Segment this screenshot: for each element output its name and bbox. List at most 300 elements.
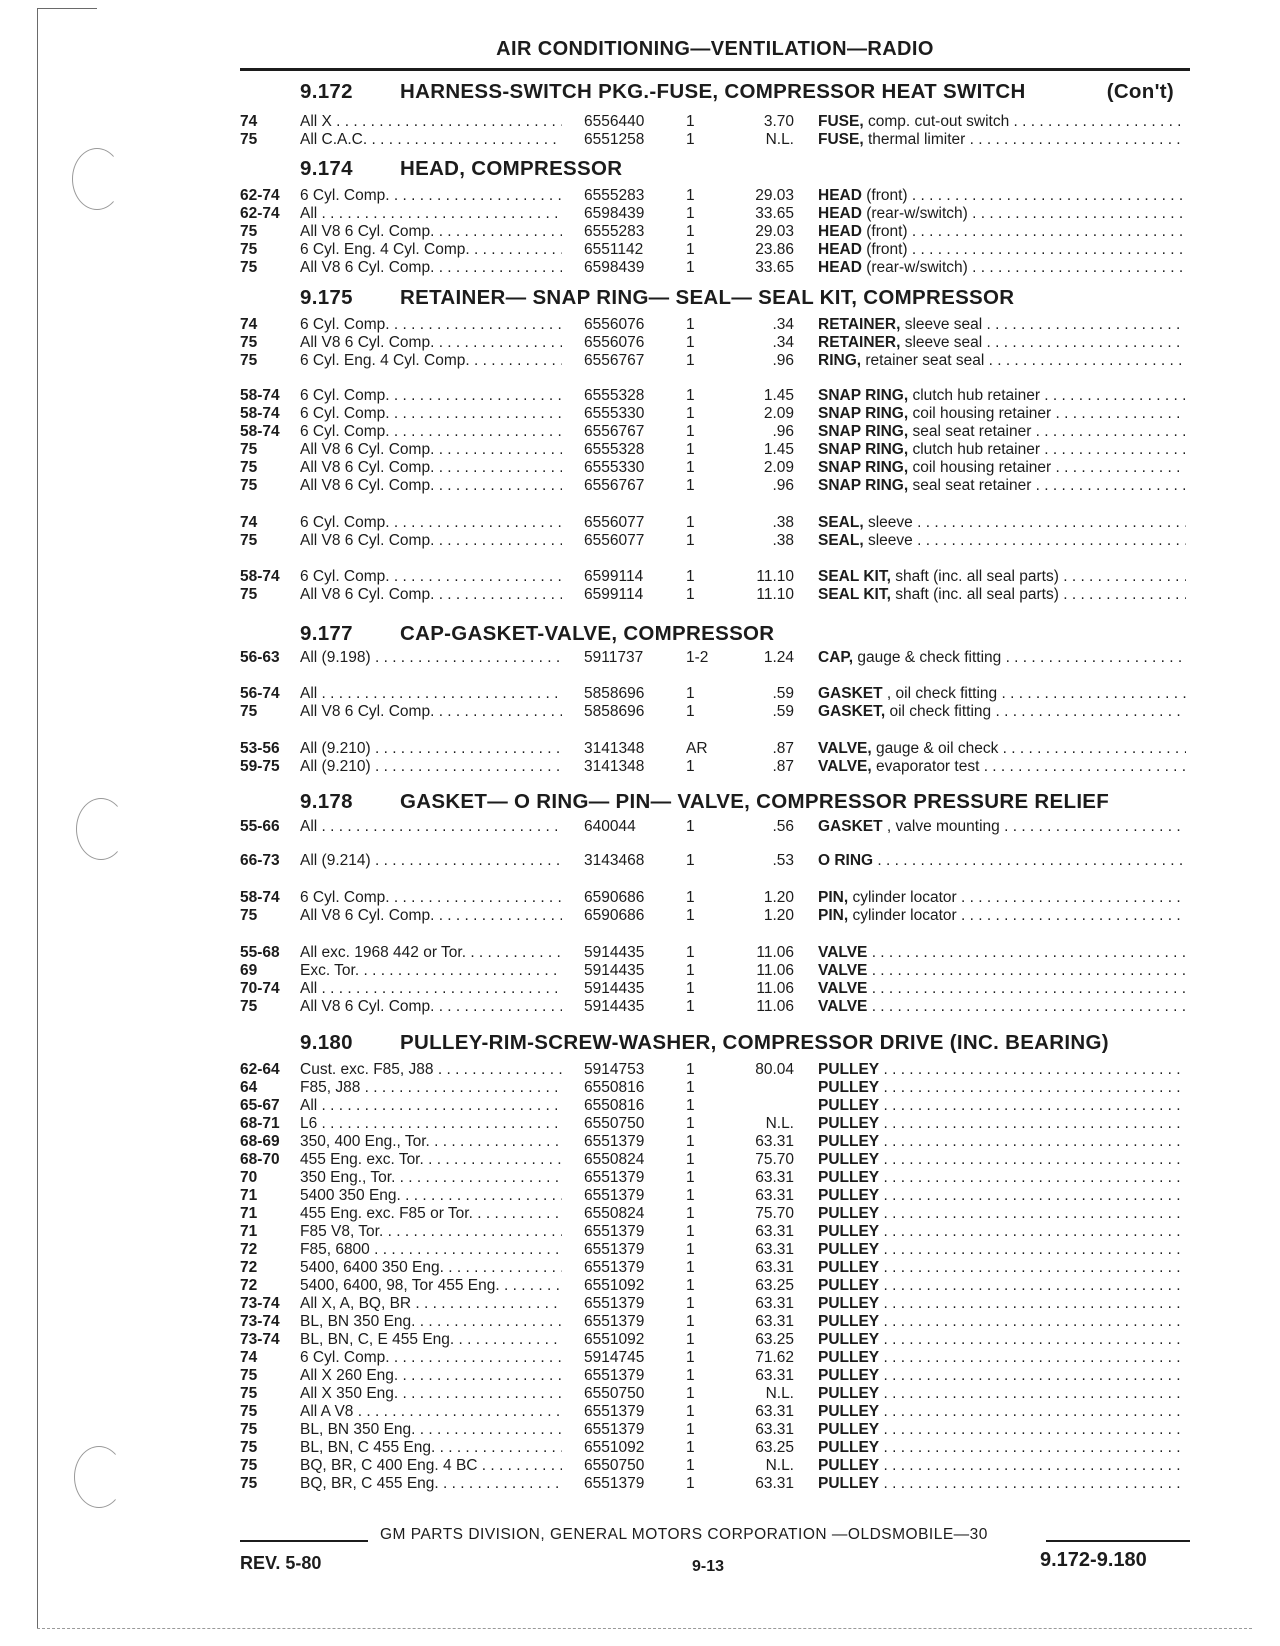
model-years: 75 xyxy=(240,998,258,1015)
list-price: 1.24 xyxy=(763,649,794,666)
application: 5400, 6400 350 Eng. . . . xyxy=(300,1259,562,1277)
model-years: 72 xyxy=(240,1241,258,1258)
quantity: 1 xyxy=(686,187,695,204)
parts-row xyxy=(0,1331,1280,1350)
model-years: 55-66 xyxy=(240,818,280,835)
part-description xyxy=(818,1403,1186,1421)
parts-row xyxy=(0,1259,1280,1278)
model-years: 58-74 xyxy=(240,405,280,422)
application: All V8 6 Cyl. Comp. . . . xyxy=(300,459,562,477)
model-years: 75 xyxy=(240,259,258,276)
application: 6 Cyl. Comp. . . . xyxy=(300,387,562,405)
application: BL, BN 350 Eng. . . . xyxy=(300,1313,562,1331)
part-name: PULLEY xyxy=(818,1277,880,1294)
part-description xyxy=(818,1367,1186,1385)
model-years: 62-74 xyxy=(240,187,280,204)
parts-row xyxy=(0,1385,1280,1404)
list-price: 75.70 xyxy=(755,1151,794,1168)
part-description xyxy=(818,649,1186,667)
application: BL, BN, C, E 455 Eng. . . . xyxy=(300,1331,562,1349)
list-price: .96 xyxy=(772,423,794,440)
part-detail: (front) xyxy=(861,187,908,204)
list-price: 63.31 xyxy=(755,1421,794,1438)
part-name: SNAP RING, xyxy=(818,387,909,404)
quantity: 1 xyxy=(686,944,695,961)
model-years: 58-74 xyxy=(240,387,280,404)
part-number: 640044 xyxy=(584,818,636,835)
part-number: 5858696 xyxy=(584,703,645,720)
part-description xyxy=(818,1421,1186,1439)
parts-row xyxy=(0,1367,1280,1386)
part-number: 6551379 xyxy=(584,1169,645,1186)
model-years: 75 xyxy=(240,1457,258,1474)
section-number: 9.174 xyxy=(300,157,353,180)
section-number: 9.178 xyxy=(300,790,353,813)
part-description xyxy=(818,131,1186,149)
application: All . . . xyxy=(300,1097,562,1115)
part-description xyxy=(818,1061,1186,1079)
application: All X . . . xyxy=(300,113,562,131)
parts-row xyxy=(0,1079,1280,1098)
part-number: 6590686 xyxy=(584,907,645,924)
part-name: CAP, xyxy=(818,649,854,666)
application: All V8 6 Cyl. Comp. . . . xyxy=(300,998,562,1016)
part-description xyxy=(818,1223,1186,1241)
part-number: 6551092 xyxy=(584,1331,645,1348)
part-number: 5858696 xyxy=(584,685,645,702)
model-years: 68-71 xyxy=(240,1115,280,1132)
part-detail: cylinder locator xyxy=(848,907,957,924)
model-years: 70-74 xyxy=(240,980,280,997)
part-name: PULLEY xyxy=(818,1115,880,1132)
quantity: 1 xyxy=(686,1061,695,1078)
quantity: 1 xyxy=(686,1205,695,1222)
application: 6 Cyl. Eng. 4 Cyl. Comp. . . . xyxy=(300,241,562,259)
list-price: 63.25 xyxy=(755,1331,794,1348)
part-name: PULLEY xyxy=(818,1475,880,1492)
title-rule xyxy=(240,68,1190,71)
part-description xyxy=(818,568,1186,586)
part-description xyxy=(818,962,1186,980)
section-number: 9.177 xyxy=(300,622,353,645)
part-name: VALVE xyxy=(818,980,868,997)
part-number: 6551379 xyxy=(584,1259,645,1276)
list-price: .96 xyxy=(772,352,794,369)
quantity: 1 xyxy=(686,1133,695,1150)
application: F85 V8, Tor. . . . xyxy=(300,1223,562,1241)
continued-label: (Con't) xyxy=(1106,80,1174,103)
application: All X, A, BQ, BR . . . xyxy=(300,1295,562,1313)
page-border-bottom xyxy=(37,1628,1252,1629)
part-name: PULLEY xyxy=(818,1421,880,1438)
section-heading xyxy=(300,622,1190,646)
list-price: .34 xyxy=(772,334,794,351)
parts-row xyxy=(0,1457,1280,1476)
part-description xyxy=(818,1385,1186,1403)
model-years: 74 xyxy=(240,514,258,531)
list-price: .38 xyxy=(772,532,794,549)
section-title: RETAINER— SNAP RING— SEAL— SEAL KIT, COMPRESSOR xyxy=(400,286,1015,309)
part-description xyxy=(818,685,1186,703)
quantity: 1 xyxy=(686,1241,695,1258)
parts-row xyxy=(0,649,1280,668)
parts-row xyxy=(0,818,1280,837)
model-years: 68-70 xyxy=(240,1151,280,1168)
part-description xyxy=(818,334,1186,352)
application: All X 260 Eng. . . . xyxy=(300,1367,562,1385)
part-name: HEAD xyxy=(818,241,862,258)
model-years: 74 xyxy=(240,113,258,130)
model-years: 75 xyxy=(240,334,258,351)
quantity: 1 xyxy=(686,1223,695,1240)
application: All (9.210) . . . xyxy=(300,740,562,758)
list-price: .56 xyxy=(772,818,794,835)
list-price: 2.09 xyxy=(763,459,794,476)
part-description xyxy=(818,514,1186,532)
model-years: 71 xyxy=(240,1205,258,1222)
part-number: 6555328 xyxy=(584,387,645,404)
quantity: 1 xyxy=(686,568,695,585)
model-years: 58-74 xyxy=(240,889,280,906)
parts-row xyxy=(0,113,1280,132)
application: All . . . xyxy=(300,205,562,223)
parts-row xyxy=(0,586,1280,605)
application: Exc. Tor. . . . xyxy=(300,962,562,980)
list-price: 1.20 xyxy=(763,889,794,906)
parts-row xyxy=(0,1151,1280,1170)
list-price: .96 xyxy=(772,477,794,494)
part-name: SEAL, xyxy=(818,514,864,531)
parts-row xyxy=(0,1187,1280,1206)
application: 6 Cyl. Comp. . . . xyxy=(300,187,562,205)
parts-row xyxy=(0,685,1280,704)
application: BL, BN, C 455 Eng. . . . xyxy=(300,1439,562,1457)
part-number: 6556767 xyxy=(584,423,645,440)
part-number: 6550816 xyxy=(584,1097,645,1114)
parts-row xyxy=(0,1223,1280,1242)
application: 6 Cyl. Comp. . . . xyxy=(300,405,562,423)
part-number: 5914435 xyxy=(584,998,645,1015)
part-number: 5914745 xyxy=(584,1349,645,1366)
part-detail: (rear-w/switch) xyxy=(861,259,968,276)
part-name: PULLEY xyxy=(818,1403,880,1420)
part-name: PULLEY xyxy=(818,1367,880,1384)
part-number: 6598439 xyxy=(584,259,645,276)
list-price: N.L. xyxy=(765,1457,794,1474)
model-years: 75 xyxy=(240,1421,258,1438)
model-years: 56-74 xyxy=(240,685,280,702)
quantity: 1 xyxy=(686,113,695,130)
model-years: 71 xyxy=(240,1223,258,1240)
part-name: PULLEY xyxy=(818,1313,880,1330)
revision-label: REV. 5-80 xyxy=(240,1553,322,1573)
quantity: 1 xyxy=(686,387,695,404)
part-number: 6551379 xyxy=(584,1295,645,1312)
quantity: 1-2 xyxy=(686,649,709,666)
part-number: 6555330 xyxy=(584,405,645,422)
application: All . . . xyxy=(300,818,562,836)
parts-row xyxy=(0,514,1280,533)
part-number: 6550750 xyxy=(584,1457,645,1474)
quantity: 1 xyxy=(686,532,695,549)
parts-row xyxy=(0,1439,1280,1458)
part-description xyxy=(818,703,1186,721)
quantity: 1 xyxy=(686,1367,695,1384)
model-years: 64 xyxy=(240,1079,258,1096)
part-description xyxy=(818,1295,1186,1313)
part-number: 6599114 xyxy=(584,586,644,603)
quantity: 1 xyxy=(686,818,695,835)
list-price: 63.31 xyxy=(755,1367,794,1384)
part-description xyxy=(818,187,1186,205)
quantity: 1 xyxy=(686,1079,695,1096)
part-name: SNAP RING, xyxy=(818,423,909,440)
part-description xyxy=(818,387,1186,405)
model-years: 75 xyxy=(240,1439,258,1456)
parts-row xyxy=(0,352,1280,371)
model-years: 75 xyxy=(240,532,258,549)
parts-row xyxy=(0,1205,1280,1224)
quantity: 1 xyxy=(686,1115,695,1132)
part-name: PULLEY xyxy=(818,1079,880,1096)
section-heading xyxy=(300,790,1190,814)
model-years: 56-63 xyxy=(240,649,280,666)
page-border-top xyxy=(37,8,97,9)
parts-row xyxy=(0,1133,1280,1152)
part-detail: oil check fitting xyxy=(885,703,992,720)
part-name: PIN, xyxy=(818,889,849,906)
part-name: VALVE xyxy=(818,998,868,1015)
list-price: 11.06 xyxy=(756,998,794,1015)
model-years: 75 xyxy=(240,703,258,720)
model-years: 53-56 xyxy=(240,740,280,757)
part-description xyxy=(818,1439,1186,1457)
part-description xyxy=(818,352,1186,370)
part-number: 6550824 xyxy=(584,1151,645,1168)
application: F85, 6800 . . . xyxy=(300,1241,562,1259)
list-price: 3.70 xyxy=(763,113,794,130)
part-name: PULLEY xyxy=(818,1151,880,1168)
quantity: 1 xyxy=(686,1187,695,1204)
parts-row xyxy=(0,459,1280,478)
section-heading xyxy=(300,1031,1190,1055)
parts-row xyxy=(0,387,1280,406)
part-description xyxy=(818,459,1186,477)
part-number: 6599114 xyxy=(584,568,644,585)
quantity: 1 xyxy=(686,1403,695,1420)
part-description xyxy=(818,980,1186,998)
model-years: 70 xyxy=(240,1169,258,1186)
part-detail: thermal limiter xyxy=(863,131,966,148)
list-price: 63.31 xyxy=(755,1313,794,1330)
application: All (9.214) . . . xyxy=(300,852,562,870)
parts-row xyxy=(0,259,1280,278)
model-years: 75 xyxy=(240,1385,258,1402)
part-name: PULLEY xyxy=(818,1061,880,1078)
quantity: 1 xyxy=(686,703,695,720)
model-years: 75 xyxy=(240,1403,258,1420)
part-name: PULLEY xyxy=(818,1241,880,1258)
footer-rule-left xyxy=(240,1540,368,1542)
part-detail: sleeve xyxy=(863,532,913,549)
application: 6 Cyl. Comp. . . . xyxy=(300,316,562,334)
parts-row xyxy=(0,703,1280,722)
part-number: 6590686 xyxy=(584,889,645,906)
parts-row xyxy=(0,1295,1280,1314)
quantity: 1 xyxy=(686,852,695,869)
part-number: 6551379 xyxy=(584,1313,645,1330)
section-title: CAP-GASKET-VALVE, COMPRESSOR xyxy=(400,622,775,645)
model-years: 72 xyxy=(240,1277,258,1294)
parts-row xyxy=(0,1349,1280,1368)
part-name: RING, xyxy=(818,352,862,369)
part-number: 6555328 xyxy=(584,441,645,458)
application: All V8 6 Cyl. Comp. . . . xyxy=(300,334,562,352)
part-number: 6555330 xyxy=(584,459,645,476)
part-description xyxy=(818,1259,1186,1277)
part-name: SEAL, xyxy=(818,532,864,549)
quantity: 1 xyxy=(686,223,695,240)
part-name: PULLEY xyxy=(818,1097,880,1114)
part-name: SNAP RING, xyxy=(818,405,909,422)
part-name: SNAP RING, xyxy=(818,477,909,494)
part-name: HEAD xyxy=(818,223,862,240)
model-years: 68-69 xyxy=(240,1133,280,1150)
part-description xyxy=(818,1169,1186,1187)
part-number: 6551092 xyxy=(584,1277,645,1294)
model-years: 75 xyxy=(240,223,258,240)
part-description xyxy=(818,205,1186,223)
parts-row xyxy=(0,131,1280,150)
part-description xyxy=(818,1097,1186,1115)
quantity: 1 xyxy=(686,205,695,222)
application: All V8 6 Cyl. Comp. . . . xyxy=(300,223,562,241)
list-price: 71.62 xyxy=(755,1349,794,1366)
parts-row xyxy=(0,477,1280,496)
part-name: PULLEY xyxy=(818,1259,880,1276)
parts-row xyxy=(0,532,1280,551)
quantity: 1 xyxy=(686,1349,695,1366)
part-description xyxy=(818,241,1186,259)
quantity: 1 xyxy=(686,241,695,258)
part-detail: , valve mounting xyxy=(882,818,1000,835)
part-name: VALVE, xyxy=(818,758,872,775)
quantity: 1 xyxy=(686,1475,695,1492)
part-detail: shaft (inc. all seal parts) xyxy=(890,586,1059,603)
quantity: 1 xyxy=(686,423,695,440)
part-description xyxy=(818,532,1186,550)
part-description xyxy=(818,586,1186,604)
part-number: 6551092 xyxy=(584,1439,645,1456)
list-price: 1.45 xyxy=(763,387,794,404)
list-price: 1.45 xyxy=(763,441,794,458)
part-name: HEAD xyxy=(818,205,862,222)
part-detail: evaporator test xyxy=(871,758,980,775)
part-description xyxy=(818,441,1186,459)
parts-row xyxy=(0,1421,1280,1440)
list-price: 63.25 xyxy=(755,1439,794,1456)
part-detail: shaft (inc. all seal parts) xyxy=(890,568,1059,585)
list-price: 75.70 xyxy=(755,1205,794,1222)
parts-row xyxy=(0,223,1280,242)
model-years: 62-74 xyxy=(240,205,280,222)
part-number: 5914753 xyxy=(584,1061,645,1078)
quantity: 1 xyxy=(686,1259,695,1276)
list-price: 63.31 xyxy=(755,1241,794,1258)
part-description xyxy=(818,405,1186,423)
part-detail: gauge & check fitting xyxy=(853,649,1002,666)
part-number: 6551258 xyxy=(584,131,645,148)
part-description xyxy=(818,907,1186,925)
quantity: 1 xyxy=(686,907,695,924)
model-years: 65-67 xyxy=(240,1097,280,1114)
part-description xyxy=(818,889,1186,907)
quantity: 1 xyxy=(686,441,695,458)
model-years: 74 xyxy=(240,1349,258,1366)
part-name: GASKET xyxy=(818,685,883,702)
quantity: 1 xyxy=(686,459,695,476)
list-price: 11.06 xyxy=(756,944,794,961)
page-title: AIR CONDITIONING—VENTILATION—RADIO xyxy=(496,38,934,60)
part-description xyxy=(818,944,1186,962)
application: All A V8 . . . xyxy=(300,1403,562,1421)
application: All C.A.C. . . . xyxy=(300,131,562,149)
part-number: 6551379 xyxy=(584,1133,645,1150)
list-price: 63.31 xyxy=(755,1295,794,1312)
application: 6 Cyl. Eng. 4 Cyl. Comp. . . . xyxy=(300,352,562,370)
list-price: 80.04 xyxy=(755,1061,794,1078)
part-name: PULLEY xyxy=(818,1295,880,1312)
part-detail: (front) xyxy=(861,223,908,240)
part-description xyxy=(818,1349,1186,1367)
part-description xyxy=(818,477,1186,495)
quantity: 1 xyxy=(686,405,695,422)
model-years: 75 xyxy=(240,241,258,258)
list-price: 63.31 xyxy=(755,1223,794,1240)
section-number: 9.172 xyxy=(300,80,353,103)
parts-row xyxy=(0,205,1280,224)
application: All (9.198) . . . xyxy=(300,649,562,667)
application: BQ, BR, C 455 Eng. . . . xyxy=(300,1475,562,1493)
application: L6 . . . xyxy=(300,1115,562,1133)
model-years: 75 xyxy=(240,131,258,148)
application: 350 Eng., Tor. . . . xyxy=(300,1169,562,1187)
part-description xyxy=(818,259,1186,277)
part-description xyxy=(818,316,1186,334)
part-number: 5914435 xyxy=(584,962,645,979)
part-name: SEAL KIT, xyxy=(818,586,891,603)
model-years: 75 xyxy=(240,1367,258,1384)
parts-row xyxy=(0,1097,1280,1116)
part-number: 6556440 xyxy=(584,113,645,130)
model-years: 73-74 xyxy=(240,1295,280,1312)
list-price: .38 xyxy=(772,514,794,531)
section-title: HEAD, COMPRESSOR xyxy=(400,157,623,180)
parts-row xyxy=(0,962,1280,981)
section-heading xyxy=(300,80,1190,104)
parts-row xyxy=(0,1277,1280,1296)
part-name: VALVE, xyxy=(818,740,872,757)
model-years: 69 xyxy=(240,962,258,979)
part-description xyxy=(818,758,1186,776)
parts-row xyxy=(0,740,1280,759)
parts-row xyxy=(0,568,1280,587)
application: 6 Cyl. Comp. . . . xyxy=(300,889,562,907)
part-detail: (front) xyxy=(861,241,908,258)
part-description xyxy=(818,423,1186,441)
part-name: FUSE, xyxy=(818,131,864,148)
part-detail: sleeve seal xyxy=(900,316,983,333)
